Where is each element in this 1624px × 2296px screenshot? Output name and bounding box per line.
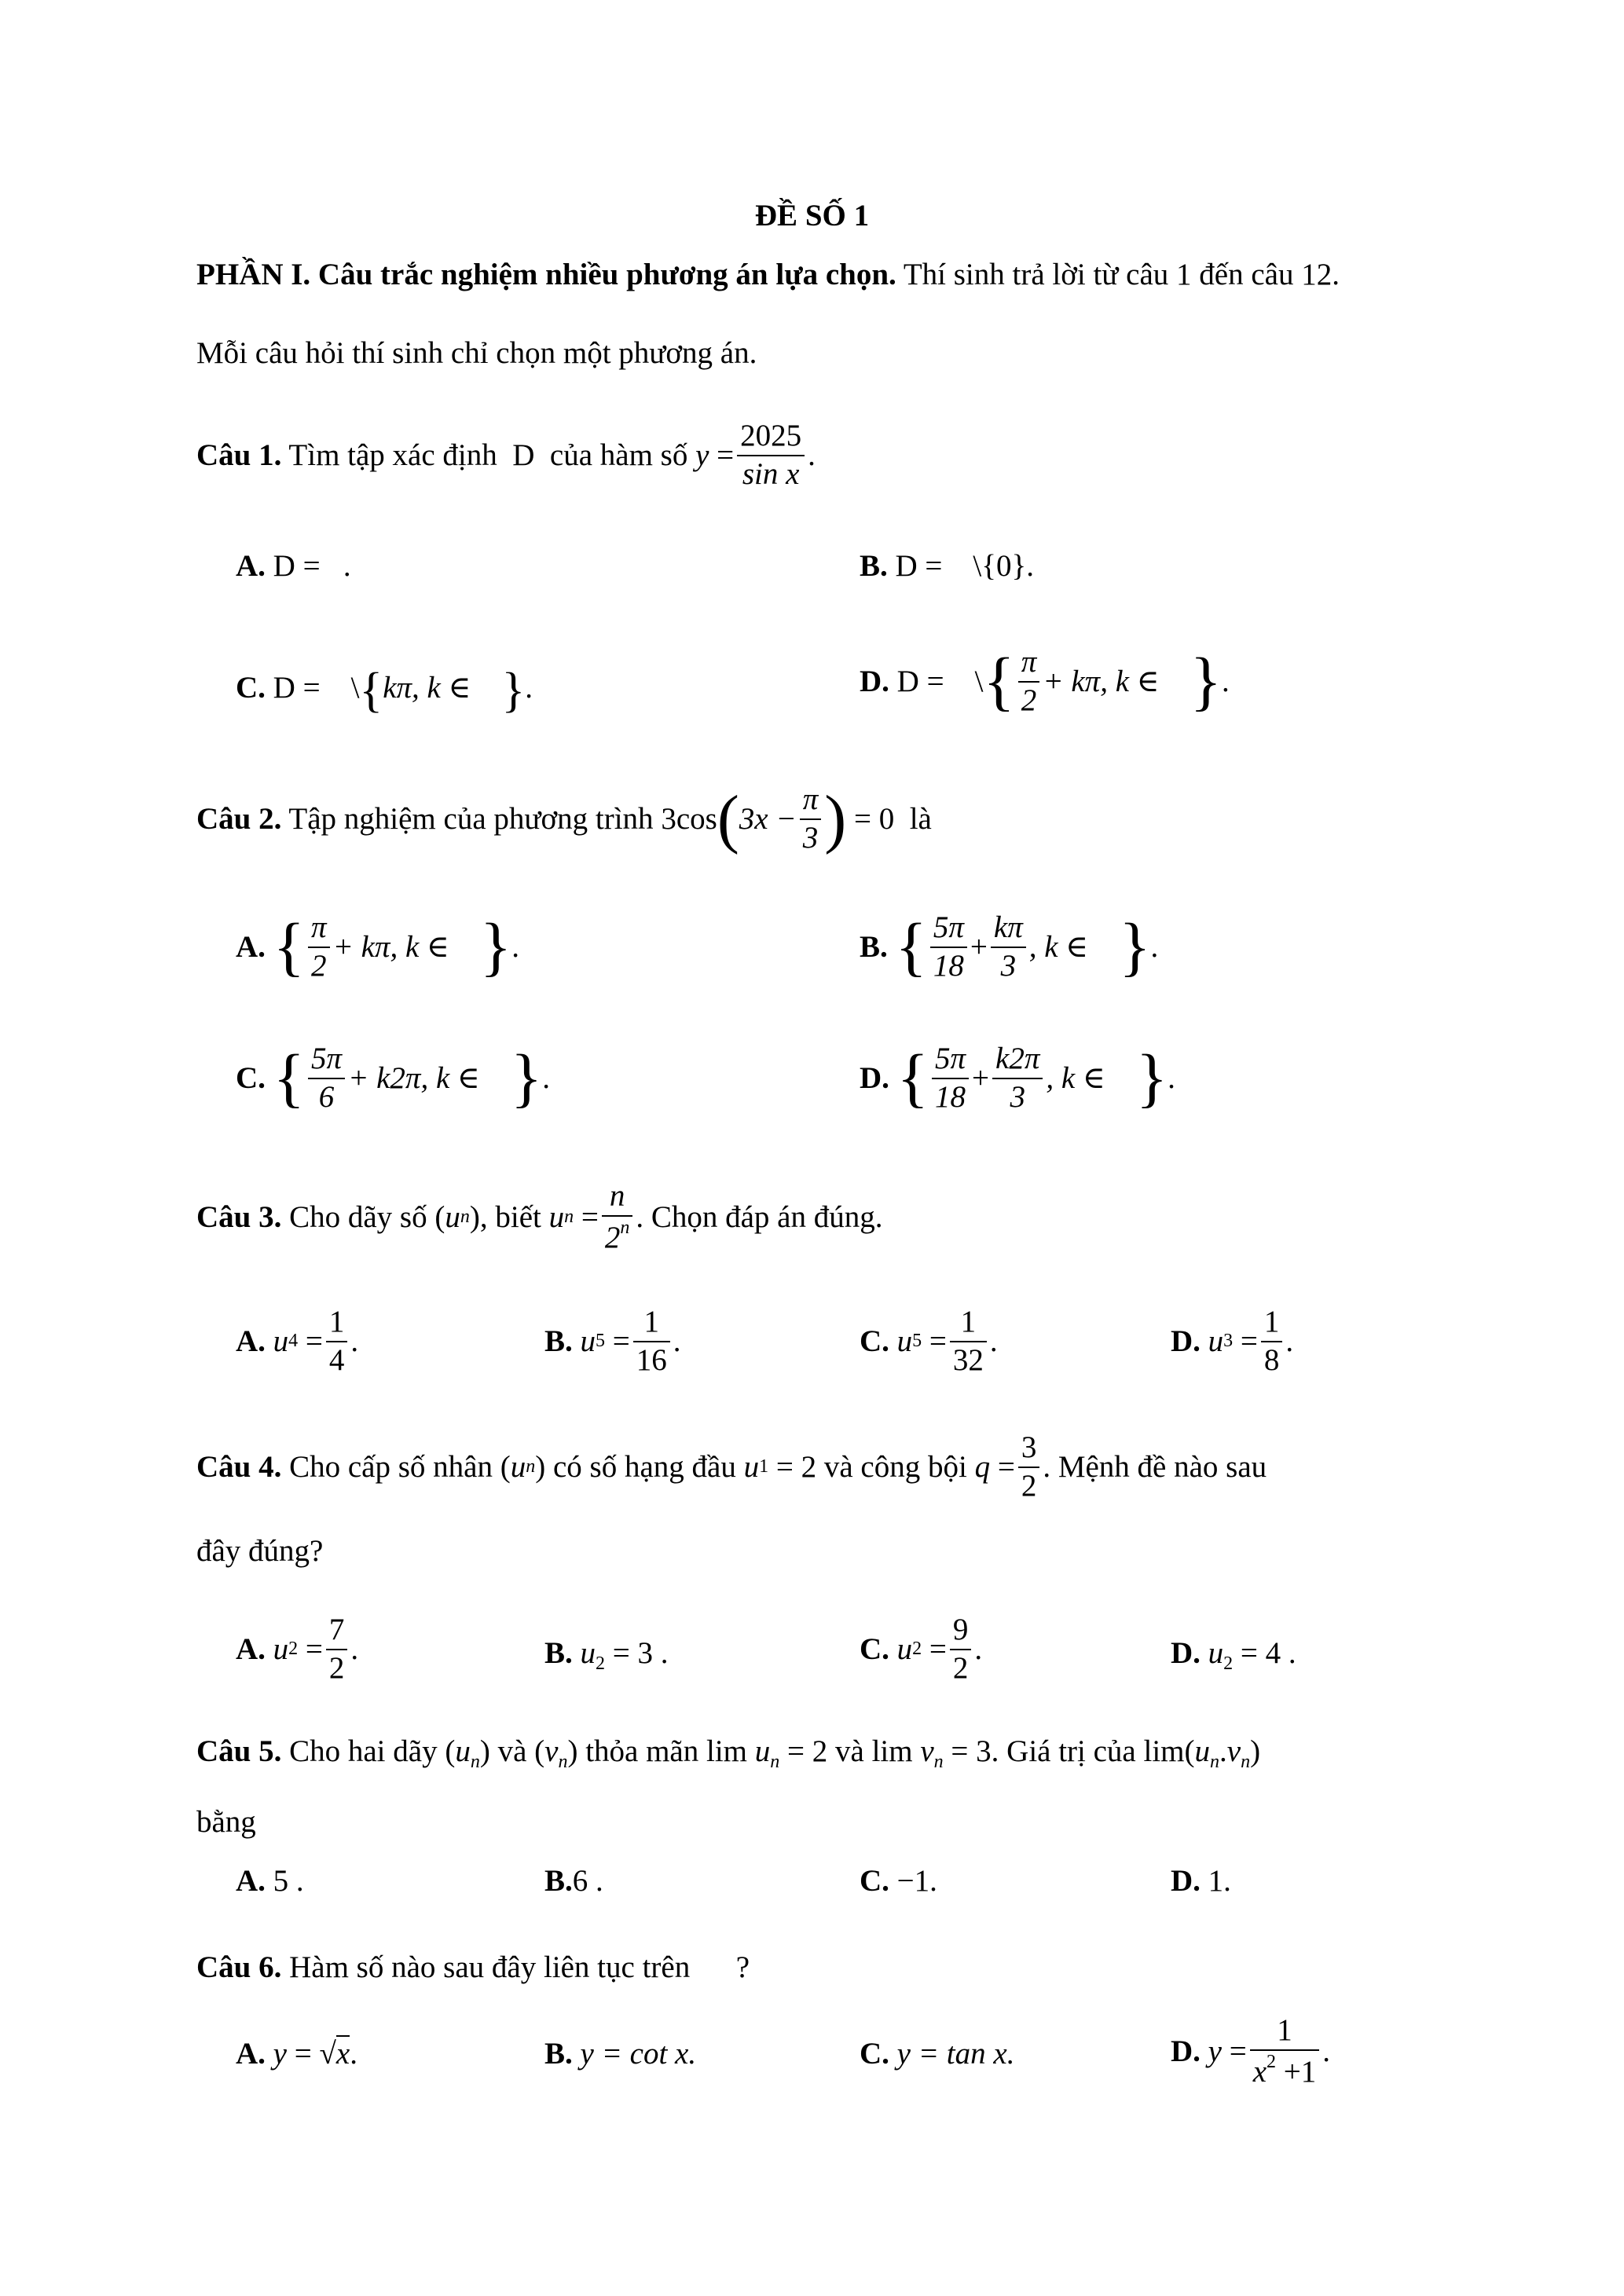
q6-option-c[interactable]: C. y = tan x. [860,2037,1015,2071]
q1-option-b[interactable]: B. D = \{0}. [860,549,1034,583]
q1-option-a[interactable]: A. D = . [236,549,351,583]
q6-option-b[interactable]: B. y = cot x. [544,2037,697,2071]
q1-option-c[interactable]: C. D = \{kπ, k ∈ }. [236,664,533,717]
q4-option-d[interactable]: D. $u_2 = 4$ . [1171,1636,1296,1674]
q2-option-b[interactable]: B. { $\frac{5\pi}{18}$ + $\frac{k\pi}{3}$ , k ∈ } . [860,910,1159,983]
q5-option-d[interactable]: D. 1. [1171,1864,1231,1898]
q6-option-a[interactable]: A. y = √x. [236,2037,357,2071]
question-text: Tìm tập xác định D của hàm số [281,438,696,473]
fraction: $\frac{2025}{\text{sin x}}$ [737,418,805,493]
question-label: Câu 1. [196,438,282,473]
q5-option-b[interactable]: B.6 . [544,1864,603,1898]
question-2: Câu 2. Tập nghiệm của phương trình 3cos ( 3x − $\frac{\pi}{3}$ ) = 0 là [196,782,932,855]
q6-option-d[interactable]: D. y = $\frac{1}{x^2 +1}$ . [1171,2013,1331,2089]
question-3: Câu 3. Cho dãy số ( u n ) , biết u n = $\frac{n}{2^n}$ . Chọn đáp án đúng. [196,1179,883,1254]
question-6: Câu 6. Hàm số nào sau đây liên tục trên ? [196,1950,750,1984]
math-var: y [695,438,709,473]
question-5-cont: bằng [196,1805,256,1839]
q5-option-a[interactable]: A. 5 . [236,1864,304,1898]
q4-option-c[interactable]: C. u 2 = $\frac{9}{2}$ . [860,1613,983,1685]
q4-option-b[interactable]: B. $u_2 = 3$ . [544,1636,669,1674]
q3-option-a[interactable]: A. u 4 = $\frac{1}{4}$ . [236,1305,359,1377]
question-label: Câu 2. [196,802,282,837]
q3-option-c[interactable]: C. u 5 = $\frac{1}{32}$ . [860,1305,998,1377]
q3-option-b[interactable]: B. u 5 = $\frac{1}{16}$ . [544,1305,681,1377]
q3-option-d[interactable]: D. u 3 = $\frac{1}{8}$ . [1171,1305,1294,1377]
q2-option-a[interactable]: A. { $\frac{\pi}{2}$ + kπ, k ∈ } . [236,910,519,983]
question-4: Câu 4. Cho cấp số nhân ( u n ) có số hạng đầu u 1 = 2 và công bội q = $\frac{3}{2}$ . Mệnh đề nào sau [196,1430,1267,1503]
q5-option-c[interactable]: C. −1. [860,1864,937,1898]
q2-option-c[interactable]: C. { $\frac{5\pi}{6}$ + k2π, k ∈ } . [236,1041,550,1115]
part-instruction: Thí sinh trả lời từ câu 1 đến câu 12. [896,258,1340,291]
q1-option-d[interactable]: D. D = \ { $\frac{\pi}{2}$ + kπ, k ∈ } . [860,644,1230,718]
part-heading-bold: PHẦN I. Câu trắc nghiệm nhiều phương án lựa chọn. [196,258,896,291]
q4-option-a[interactable]: A. u 2 = $\frac{7}{2}$ . [236,1613,359,1685]
q2-option-d[interactable]: D. { $\frac{5\pi}{18}$ + $\frac{k2\pi}{3}$ , k ∈ } . [860,1041,1175,1115]
part-instruction-2: Mỗi câu hỏi thí sinh chỉ chọn một phương án. [196,336,757,370]
question-4-cont: đây đúng? [196,1534,324,1568]
question-5: Câu 5. Cho hai dãy $(u_n)$ và $(v_n)$ thỏa mãn $\lim u_n = 2$ và $\lim v_n = 3$. Giá trị của $\lim(u_n.v_n)$ [196,1734,1261,1772]
question-1: Câu 1. Tìm tập xác định D của hàm số y = $\frac{2025}{\text{sin x}}$ . [196,418,816,493]
part-heading [196,257,1340,292]
page-title: ĐỀ SỐ 1 [754,199,870,233]
